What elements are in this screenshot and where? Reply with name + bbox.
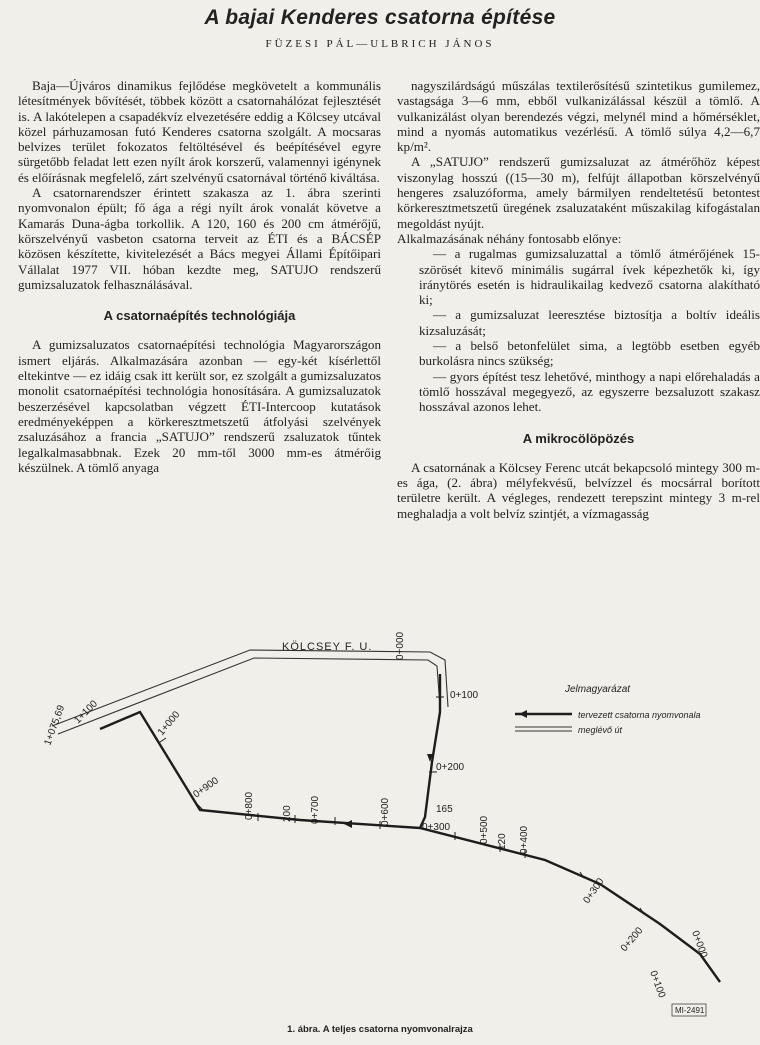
station-label: 165: [436, 804, 453, 815]
list-item: — a belső betonfelület sima, a legtöbb esetben egyéb burkolásra nincs szükség;: [419, 338, 760, 369]
station-label: 1+075,69: [42, 703, 68, 748]
station-label: 0+600: [380, 797, 391, 826]
list-item: — a gumizsaluzat leeresztése biztosítja a boltív ideális kizsaluzását;: [419, 307, 760, 338]
station-label: 120: [497, 833, 508, 850]
list-item: — gyors építést tesz lehetővé, minthogy a napi előrehaladás a tömlő hosszával megegyező, az egyszerre bezsaluzott szakasz hosszával azonos lehet.: [419, 368, 760, 415]
station-label: 0+200: [618, 925, 646, 954]
street-label: KÖLCSEY F. U.: [282, 641, 373, 653]
section-heading: A csatornaépítés technológiája: [103, 308, 296, 324]
station-ticks: [160, 697, 644, 914]
legend-arrow-icon: [519, 710, 527, 718]
paragraph: nagyszilárdságú műszálas textilerősítésű szintetikus gumilemez, vastagsága 3—6 mm, ebből vulkanizálással készül a tömlő. A vulkanizálást olyan berendezés végzi, melynél mind a hőmérséklet, mind a nyomás automatikus vezérlésű. A tömlő súlya 4,2—6,7 kp/m².: [397, 78, 760, 155]
station-label: 0+100: [647, 969, 668, 1000]
station-label: 0+500: [479, 815, 490, 844]
paragraph: A „SATUJO” rendszerű gumizsaluzat az átmérőhöz képest viszonylag hosszú ((15—30 m), felfújt állapotban körszelvényű hengeres zsaluzóforma, amely bármilyen rendeltetésű betontest körkeresztmetszetű üregének zsaluzataként műszakilag kifogástalan megoldást nyújt.: [397, 154, 760, 231]
station-label: 1+000: [155, 709, 183, 738]
station-label: 1+100: [72, 698, 100, 727]
station-label: 0+900: [191, 775, 221, 801]
station-label: 0+000: [689, 929, 710, 960]
left-column: [18, 78, 381, 475]
kolcsey-street: [52, 650, 448, 734]
legend-existing-label: meglévő út: [578, 725, 623, 735]
paragraph: Alkalmazásának néhány fontosabb előnye:: [397, 230, 622, 246]
route-map-drawing: [0, 612, 760, 1022]
station-label: 0+800: [244, 791, 255, 820]
list-item: — a rugalmas gumizsaluzattal a tömlő átmérőjének 15-szörösét kitevő minimális sugárral ívek képezhetők ki, így iránytörés esetén is hidraulikailag kedvező csatorna alakítható ki;: [419, 246, 760, 308]
paragraph: A csatornarendszer érintett szakasza az 1. ábra szerinti nyomvonalon épült; fő ága a régi nyílt árok vonalát követve a Kamarás Duna-ágba torkollik. A 120, 160 és 200 cm átmérőjű, körszelvényű vasbeton csatorna terveit az ÉTI és a BÁCSÉP közösen készítette, kivitelezését a Bács megyei Állami Építőipari Vállalat 1977 VII. hóban kezdte meg, SATUJO rendszerű gumizsaluzatok felhasználásával.: [18, 185, 381, 292]
legend-planned-label: tervezett csatorna nyomvonala: [578, 710, 701, 720]
station-label: 0+400: [519, 825, 530, 854]
station-label: 0+200: [436, 762, 465, 773]
section-heading: A mikrocölöpözés: [522, 430, 635, 446]
legend: [515, 684, 701, 735]
right-column: [397, 78, 760, 521]
figure-stamp: MI-2491: [675, 1006, 705, 1015]
station-label: 0+300: [581, 876, 607, 906]
station-label: 0+300: [422, 822, 451, 833]
flow-arrow: [344, 820, 352, 828]
paragraph: A csatornának a Kölcsey Ferenc utcát bekapcsoló mintegy 300 m-es ága, (2. ábra) mélyfekvésű, belvízzel és mocsárral borított területre került. A végleges, rendezett terepszint mintegy 3 m-rel meghaladja a volt belvíz szintjét, a vízmagasság: [397, 459, 760, 521]
station-label: 200: [282, 805, 293, 822]
station-label: 0+000: [395, 631, 406, 660]
paragraph: Baja—Újváros dinamikus fejlődése megkövetelt a kommunális létesítmények bővítését, többek között a csatornahálózat fejlesztését is. A lakótelepen a csapadékvíz elvezetésére eddig a Kölcsey utcával közel párhuzamosan futó Kenderes csatorna szolgált. A mocsaras belvizes terület fokozatos feltöltésével és beépítésével egyre sürgetőbb feladat lett ezen nyílt árok korszerű, valamennyi igénynek és előírásnak megfelelő, zárt szelvényű csatornával történő kiváltása.: [18, 78, 381, 185]
route-map-figure: [0, 612, 760, 1026]
legend-title: Jelmagyarázat: [565, 684, 631, 695]
station-label: 0+100: [450, 690, 479, 701]
article-title: A bajai Kenderes csatorna építése: [204, 6, 556, 29]
figure-caption: 1. ábra. A teljes csatorna nyomvonalrajza: [287, 1024, 473, 1035]
article-authors: FÜZESI PÁL—ULBRICH JÁNOS: [265, 38, 495, 50]
paragraph: A gumizsaluzatos csatornaépítési technológia Magyarországon ismert eljárás. Alkalmazására azonban — egy-két kísérlettől eltekintve — ez idáig csak itt került sor, ez szolgált a gumizsaluzatos monolit csatornaépítési technológia honosítására. A gumizsaluzatok beszerzésével kapcsolatban végzett ÉTI-Intercoop kutatások eredményeképpen a körkeresztmetszetű átfolyási szelvények zsaluzásához a francia „SATUJO” rendszerű zsaluzatok tűntek legalkalmasabbnak. Ezek 20 mm-től 3000 mm-es átmérőig készülnek. A tömlő anyaga: [18, 337, 381, 475]
station-label: 0+700: [310, 795, 321, 824]
